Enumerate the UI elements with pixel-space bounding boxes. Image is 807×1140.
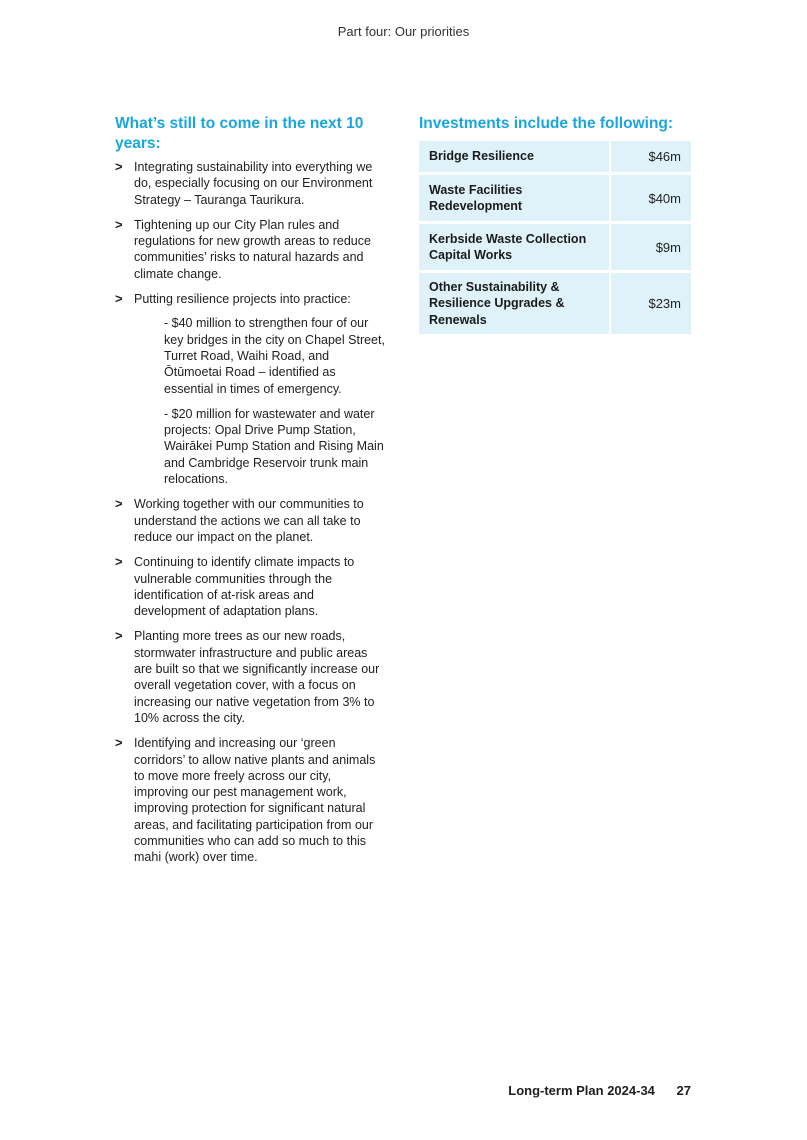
priorities-column xyxy=(115,114,385,875)
sub-item-water-projects: - $20 million for wastewater and water projects: Opal Drive Pump Station, Wairākei Pump Station and Rising Main and Cambridge Reservoir trunk main relocations. xyxy=(164,406,384,487)
list-item-text: Putting resilience projects into practice: xyxy=(134,292,351,307)
table-row xyxy=(419,141,691,172)
chevron-right-icon: > xyxy=(115,628,123,644)
list-item-text: Planting more trees as our new roads, stormwater infrastructure and public areas are built so that we significantly increase our overall vegetation cover, with a focus on increasing our native vegetation from 3% to 10% across the city. xyxy=(134,629,380,725)
chevron-right-icon: > xyxy=(115,735,123,751)
chevron-right-icon: > xyxy=(115,216,123,232)
list-item xyxy=(115,735,385,865)
investment-amount: $46m xyxy=(648,149,681,164)
investment-label: Other Sustainability & Resilience Upgrades & Renewals xyxy=(419,273,611,334)
page-number: 27 xyxy=(676,1083,691,1098)
list-item-text: Working together with our communities to understand the actions we can all take to reduce our impact on the planet. xyxy=(134,497,364,544)
list-item-text: Identifying and increasing our ‘green corridors’ to allow native plants and animals to move more freely across our city, improving our pest management work, improving protection for significant natural areas, and facilitating participation from our communities who can add so much to this mahi (work) over time. xyxy=(134,736,376,865)
page-footer xyxy=(508,1083,691,1098)
list-item-text: Continuing to identify climate impacts to vulnerable communities through the identification of at-risk areas and development of adaptation plans. xyxy=(134,555,355,619)
table-row xyxy=(419,175,691,221)
list-item xyxy=(115,554,385,619)
investment-amount: $23m xyxy=(648,296,681,311)
sub-item-bridges: - $40 million to strengthen four of our key bridges in the city on Chapel Street, Turret Road, Waihi Road, and Ōtūmoetai Road – identified as essential in times of emergency. xyxy=(164,316,385,396)
investment-amount: $40m xyxy=(648,190,681,206)
chevron-right-icon: > xyxy=(115,554,123,570)
list-item xyxy=(115,291,385,487)
investments-table xyxy=(419,141,691,334)
investment-amount: $9m xyxy=(655,239,681,255)
list-item-text: Tightening up our City Plan rules and regulations for new growth areas to reduce communities’ risks to natural hazards and climate change. xyxy=(134,217,371,281)
investment-label: Bridge Resilience xyxy=(419,141,611,172)
chevron-right-icon: > xyxy=(115,291,123,307)
list-item xyxy=(115,628,385,726)
list-item-text: Integrating sustainability into everything we do, especially focusing on our Environment Strategy – Tauranga Taurikura. xyxy=(134,160,373,207)
running-header: Part four: Our priorities xyxy=(337,24,470,39)
list-item xyxy=(115,496,385,545)
table-row xyxy=(419,273,691,334)
investment-label: Kerbside Waste Collection Capital Works xyxy=(419,224,611,270)
priorities-list xyxy=(115,159,385,866)
chevron-right-icon: > xyxy=(115,496,123,512)
document-title: Long-term Plan 2024-34 xyxy=(508,1083,655,1098)
list-item xyxy=(115,217,385,282)
investment-label: Waste Facilities Redevelopment xyxy=(419,175,611,221)
list-item xyxy=(115,159,385,208)
investments-column xyxy=(419,114,691,337)
investments-heading: Investments include the following: xyxy=(419,115,674,132)
still-to-come-heading: What’s still to come in the next 10 years: xyxy=(115,115,364,152)
chevron-right-icon: > xyxy=(115,159,123,174)
table-row xyxy=(419,224,691,270)
